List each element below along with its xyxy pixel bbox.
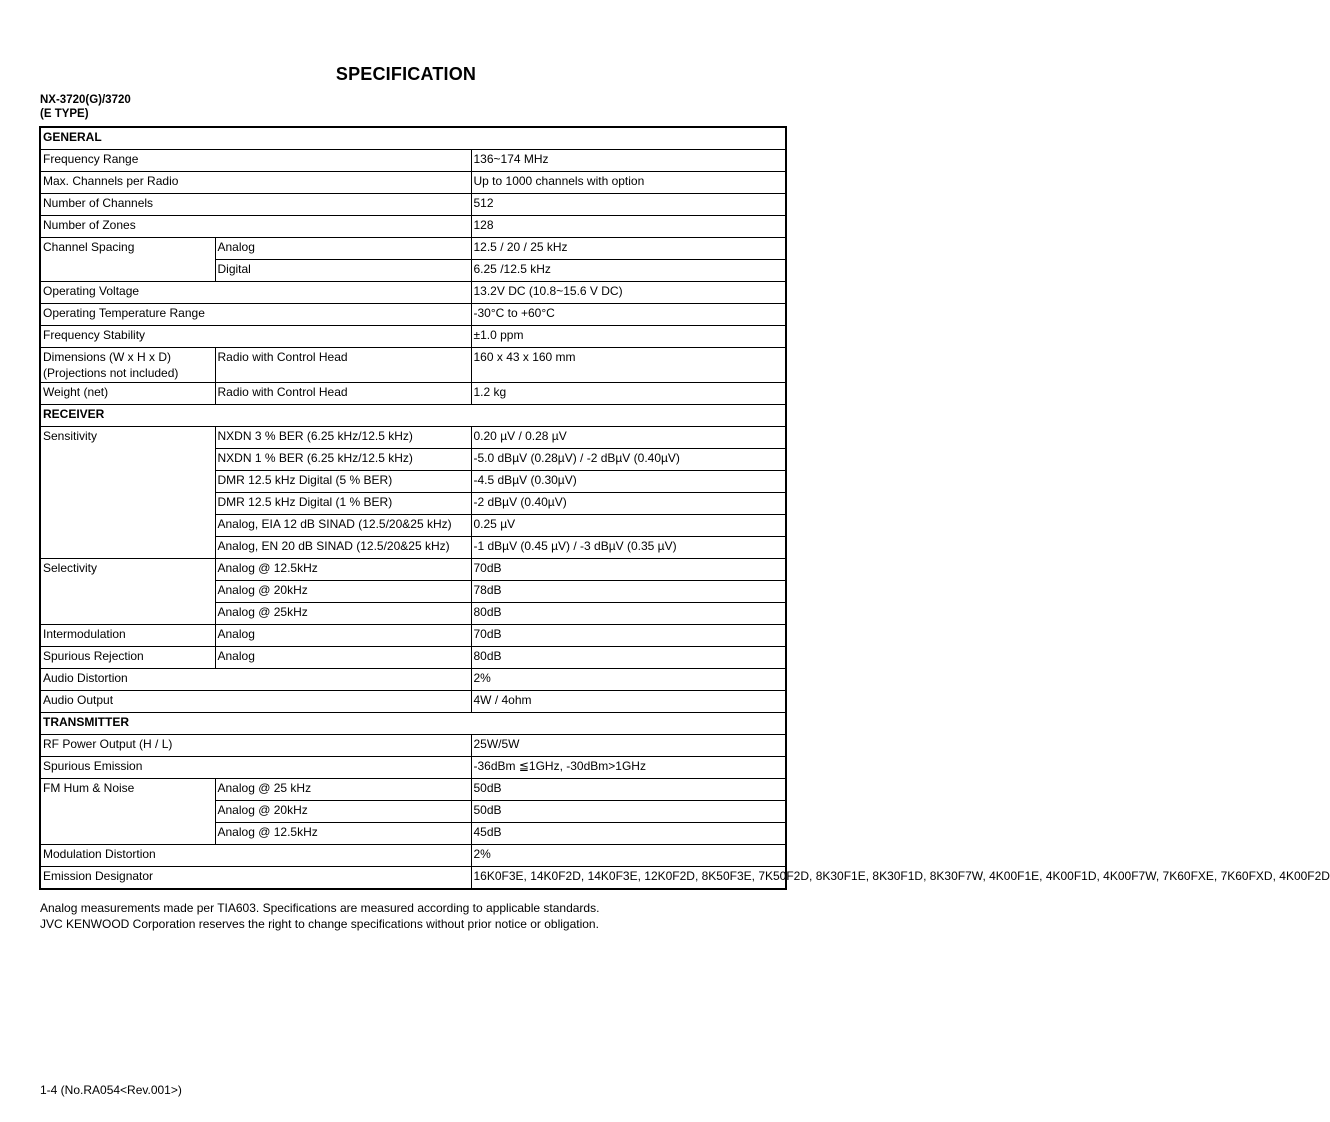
page-title: SPECIFICATION: [335, 64, 477, 84]
table-row: [40, 735, 786, 757]
spec-label-line: Dimensions (W x H x D): [43, 350, 172, 364]
spec-value: 2%: [471, 845, 786, 867]
spec-label: Sensitivity: [40, 427, 215, 559]
spec-condition: Analog: [215, 625, 471, 647]
table-row: [40, 383, 786, 405]
table-row: [40, 194, 786, 216]
table-row: [40, 867, 786, 890]
spec-condition: Analog @ 25 kHz: [215, 779, 471, 801]
table-row: [40, 150, 786, 172]
table-row: [40, 216, 786, 238]
table-row: [40, 427, 786, 449]
spec-label: Spurious Rejection: [40, 647, 215, 669]
spec-label: Operating Voltage: [40, 282, 471, 304]
spec-condition: Digital: [215, 260, 471, 282]
spec-condition: Radio with Control Head: [215, 348, 471, 383]
spec-value: 70dB: [471, 559, 786, 581]
note-line: Analog measurements made per TIA603. Specifications are measured according to applicable standards.: [40, 901, 600, 915]
table-row: [40, 845, 786, 867]
spec-value: 128: [471, 216, 786, 238]
table-row: [40, 348, 786, 383]
spec-value: 16K0F3E, 14K0F2D, 14K0F3E, 12K0F2D, 8K50F3E, 7K50F2D, 8K30F1E, 8K30F1D, 8K30F7W, 4K00F1E, 4K00F1D, 4K00F7W, 7K60FXE, 7K60FXD, 4K00F2D: [471, 867, 786, 890]
spec-label: Frequency Range: [40, 150, 471, 172]
spec-value: 136~174 MHz: [471, 150, 786, 172]
table-row: [40, 238, 786, 260]
spec-value: 1.2 kg: [471, 383, 786, 405]
spec-condition: Analog @ 25kHz: [215, 603, 471, 625]
spec-condition: Analog @ 20kHz: [215, 801, 471, 823]
spec-condition: Analog: [215, 238, 471, 260]
spec-condition: DMR 12.5 kHz Digital (1 % BER): [215, 493, 471, 515]
spec-value: -30°C to +60°C: [471, 304, 786, 326]
spec-value: 50dB: [471, 779, 786, 801]
spec-label: Emission Designator: [40, 867, 471, 890]
table-row: [40, 304, 786, 326]
spec-value: 80dB: [471, 603, 786, 625]
page-footer: 1-4 (No.RA054<Rev.001>): [40, 1083, 182, 1097]
table-row: [40, 779, 786, 801]
spec-label: Weight (net): [40, 383, 215, 405]
section-heading-receiver: RECEIVER: [40, 405, 786, 427]
spec-value: 0.20 µV / 0.28 µV: [471, 427, 786, 449]
spec-value: 160 x 43 x 160 mm: [471, 348, 786, 383]
table-row: [40, 559, 786, 581]
section-row-receiver: [40, 405, 786, 427]
section-heading-general: GENERAL: [40, 127, 786, 150]
model-name: NX-3720(G)/3720: [40, 94, 131, 106]
spec-condition: Analog @ 12.5kHz: [215, 559, 471, 581]
spec-value: -2 dBµV (0.40µV): [471, 493, 786, 515]
section-heading-transmitter: TRANSMITTER: [40, 713, 786, 735]
table-row: [40, 647, 786, 669]
spec-condition: Analog @ 12.5kHz: [215, 823, 471, 845]
spec-label: Frequency Stability: [40, 326, 471, 348]
spec-condition: NXDN 1 % BER (6.25 kHz/12.5 kHz): [215, 449, 471, 471]
table-row: [40, 282, 786, 304]
spec-label: Spurious Emission: [40, 757, 471, 779]
table-row: [40, 757, 786, 779]
spec-value: 50dB: [471, 801, 786, 823]
notes: [40, 900, 599, 932]
spec-value: 25W/5W: [471, 735, 786, 757]
spec-label: RF Power Output (H / L): [40, 735, 471, 757]
spec-value: -1 dBµV (0.45 µV) / -3 dBµV (0.35 µV): [471, 537, 786, 559]
spec-label: Channel Spacing: [40, 238, 215, 282]
spec-value: 2%: [471, 669, 786, 691]
spec-value: 78dB: [471, 581, 786, 603]
spec-label: Intermodulation: [40, 625, 215, 647]
spec-value: 512: [471, 194, 786, 216]
spec-label: Number of Channels: [40, 194, 471, 216]
spec-value: 4W / 4ohm: [471, 691, 786, 713]
spec-value: 6.25 /12.5 kHz: [471, 260, 786, 282]
spec-condition: Analog: [215, 647, 471, 669]
spec-value: 12.5 / 20 / 25 kHz: [471, 238, 786, 260]
spec-condition: Radio with Control Head: [215, 383, 471, 405]
spec-label-line: (Projections not included): [43, 366, 179, 380]
spec-value: 13.2V DC (10.8~15.6 V DC): [471, 282, 786, 304]
spec-condition: NXDN 3 % BER (6.25 kHz/12.5 kHz): [215, 427, 471, 449]
section-row-general: [40, 127, 786, 150]
specification-table: [39, 126, 1330, 890]
spec-value: 0.25 µV: [471, 515, 786, 537]
spec-value: 45dB: [471, 823, 786, 845]
spec-value: Up to 1000 channels with option: [471, 172, 786, 194]
spec-value: -5.0 dBµV (0.28µV) / -2 dBµV (0.40µV): [471, 449, 786, 471]
spec-label: Selectivity: [40, 559, 215, 625]
spec-condition: Analog @ 20kHz: [215, 581, 471, 603]
spec-label: Modulation Distortion: [40, 845, 471, 867]
section-row-transmitter: [40, 713, 786, 735]
spec-value: 70dB: [471, 625, 786, 647]
table-row: [40, 326, 786, 348]
model-type: (E TYPE): [40, 108, 89, 120]
table-row: [40, 172, 786, 194]
spec-label: Max. Channels per Radio: [40, 172, 471, 194]
spec-label: [40, 348, 215, 383]
spec-label: FM Hum & Noise: [40, 779, 215, 845]
spec-value: ±1.0 ppm: [471, 326, 786, 348]
note-line: JVC KENWOOD Corporation reserves the right to change specifications without prior notice or obligation.: [40, 917, 599, 931]
spec-condition: Analog, EIA 12 dB SINAD (12.5/20&25 kHz): [215, 515, 471, 537]
spec-value: -4.5 dBµV (0.30µV): [471, 471, 786, 493]
spec-label: Audio Output: [40, 691, 471, 713]
table-row: [40, 669, 786, 691]
spec-condition: DMR 12.5 kHz Digital (5 % BER): [215, 471, 471, 493]
model-heading: [40, 93, 131, 121]
spec-label: Number of Zones: [40, 216, 471, 238]
spec-value: 80dB: [471, 647, 786, 669]
spec-label: Operating Temperature Range: [40, 304, 471, 326]
table-row: [40, 625, 786, 647]
table-row: [40, 691, 786, 713]
spec-condition: Analog, EN 20 dB SINAD (12.5/20&25 kHz): [215, 537, 471, 559]
spec-value: -36dBm ≦1GHz, -30dBm>1GHz: [471, 757, 786, 779]
spec-label: Audio Distortion: [40, 669, 471, 691]
